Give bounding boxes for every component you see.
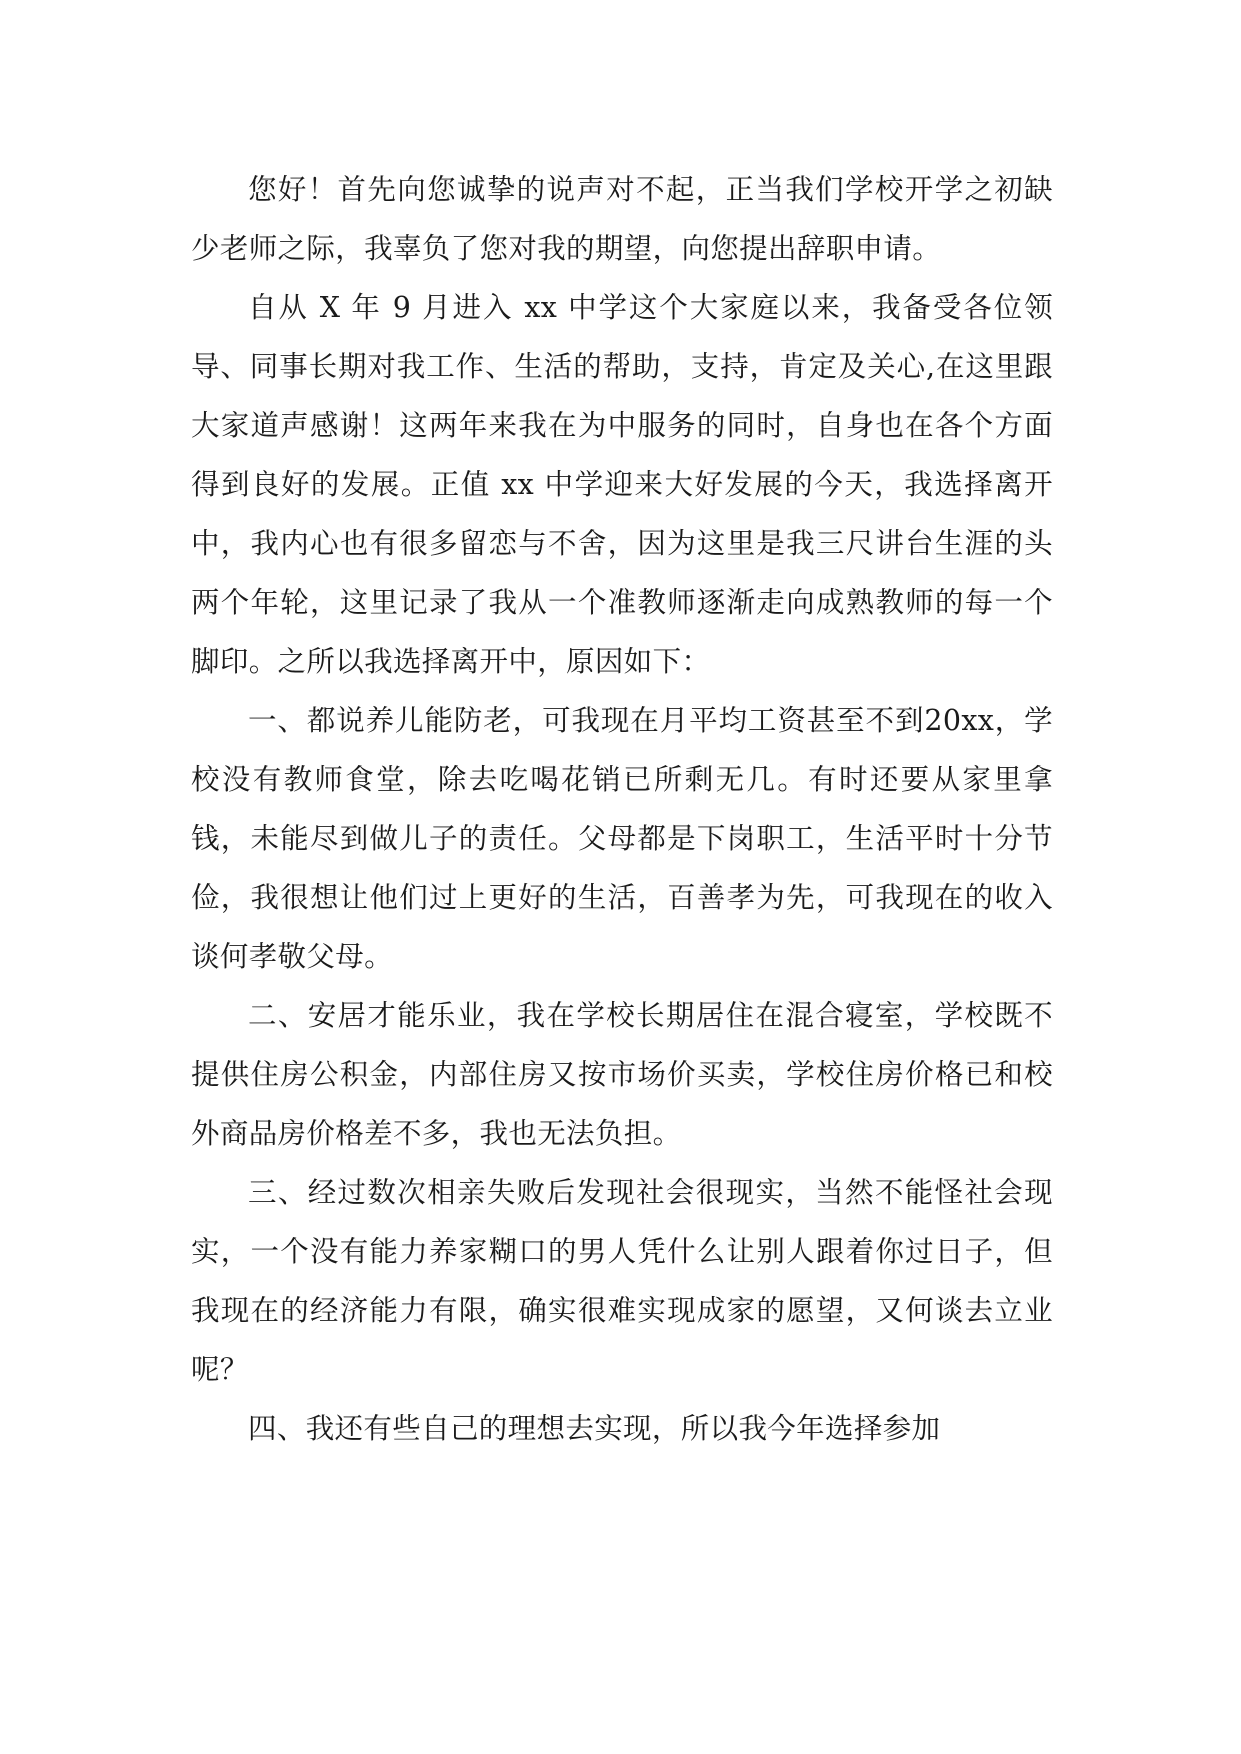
paragraph-reason-3: 三、经过数次相亲失败后发现社会很现实，当然不能怪社会现实，一个没有能力养家糊口的男人凭什么让别人跟着你过日子，但我现在的经济能力有限，确实很难实现成家的愿望，又何谈去立业呢？ xyxy=(191,1176,1053,1386)
letter-body xyxy=(191,160,1053,1458)
paragraph-reason-4: 四、我还有些自己的理想去实现，所以我今年选择参加 xyxy=(248,1412,941,1445)
paragraph-background: 自从 X 年 9 月进入 xx 中学这个大家庭以来，我备受各位领导、同事长期对我工作、生活的帮助，支持，肯定及关心,在这里跟大家道声感谢！这两年来我在为中服务的同时，自身也在各个方面得到良好的发展。正值 xx 中学迎来大好发展的今天，我选择离开中，我内心也有很多留恋与不舍，因为这里是我三尺讲台生涯的头两个年轮，这里记录了我从一个准教师逐渐走向成熟教师的每一个脚印。之所以我选择离开中，原因如下： xyxy=(191,291,1053,678)
paragraph-reason-2: 二、安居才能乐业，我在学校长期居住在混合寝室，学校既不提供住房公积金，内部住房又按市场价买卖，学校住房价格已和校外商品房价格差不多，我也无法负担。 xyxy=(191,999,1053,1150)
paragraph-greeting: 您好！首先向您诚挚的说声对不起，正当我们学校开学之初缺少老师之际，我辜负了您对我的期望，向您提出辞职申请。 xyxy=(191,173,1053,265)
paragraph-reason-1: 一、都说养儿能防老，可我现在月平均工资甚至不到20xx，学校没有教师食堂，除去吃喝花销已所剩无几。有时还要从家里拿钱，未能尽到做儿子的责任。父母都是下岗职工，生活平时十分节俭，我很想让他们过上更好的生活，百善孝为先，可我现在的收入谈何孝敬父母。 xyxy=(191,704,1053,973)
